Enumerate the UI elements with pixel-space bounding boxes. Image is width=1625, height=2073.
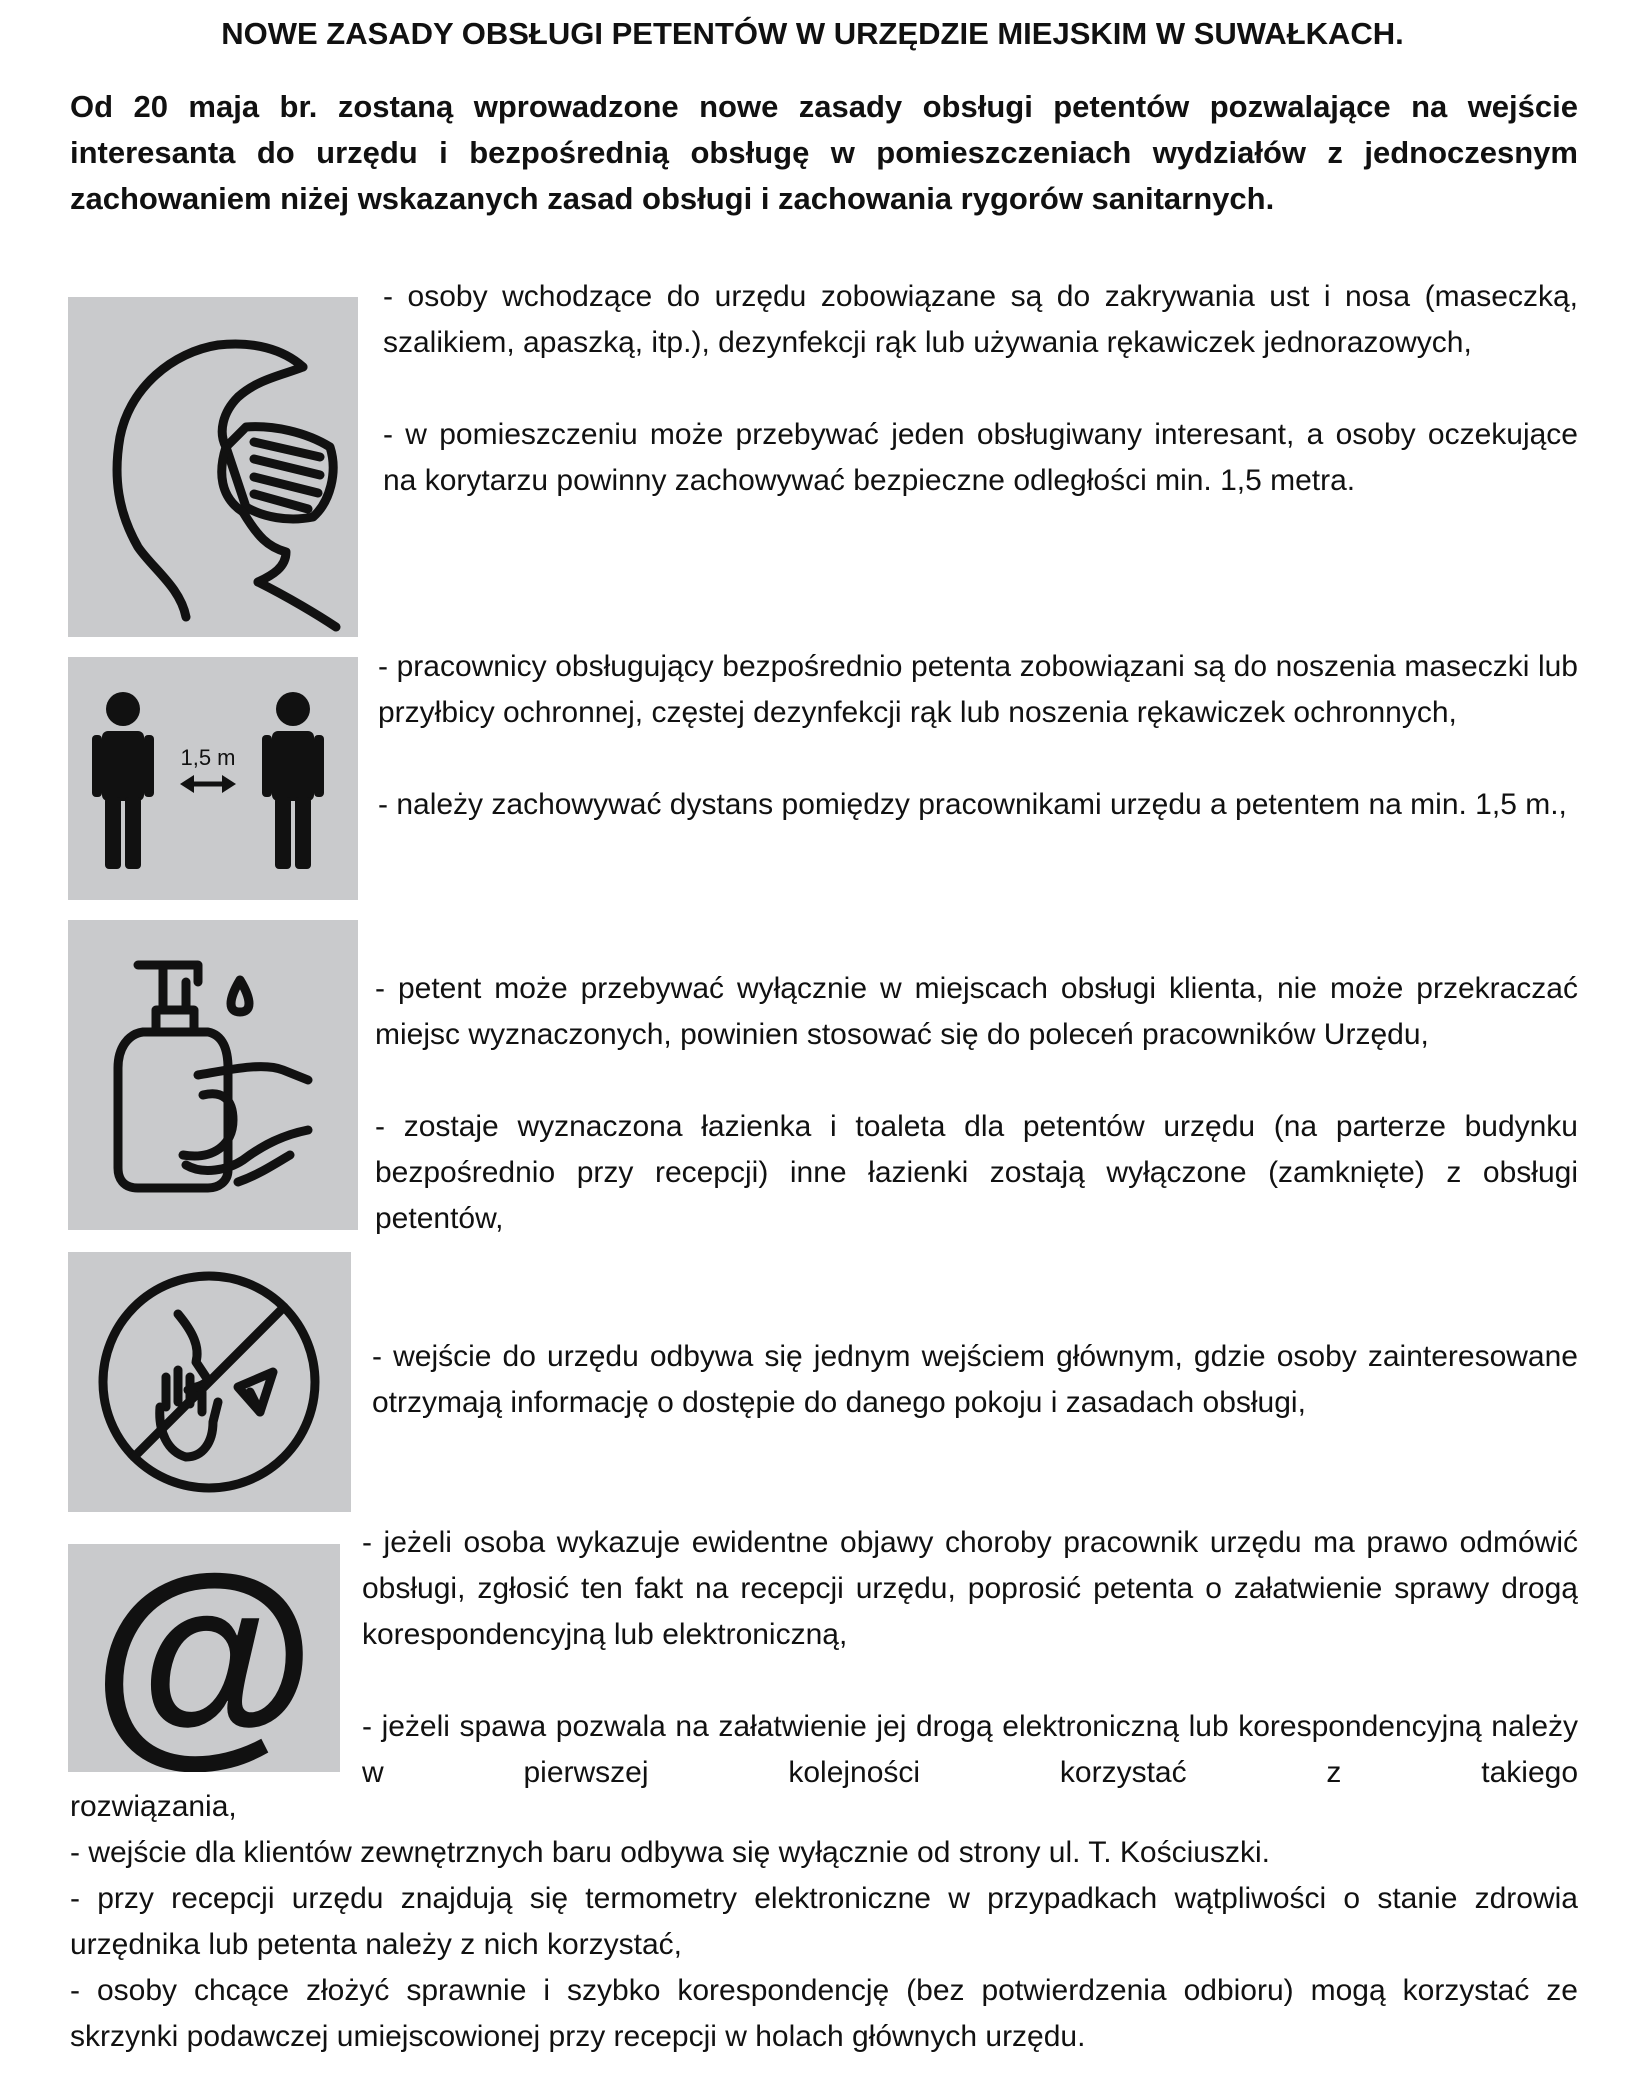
rule-item: - wejście dla klientów zewnętrznych baru odbywa się wyłącznie od strony ul. T. Kościuszki. [70,1836,1270,1869]
rules-block-5 [362,1520,1578,1796]
rule-item: - jeżeli spawa pozwala na załatwienie jej drogą elektroniczną lub korespondencyjną należy w pierwszej kolejności korzystać z takiego [362,1710,1578,1789]
page-title: NOWE ZASADY OBSŁUGI PETENTÓW W URZĘDZIE MIEJSKIM W SUWAŁKACH. [221,16,1404,51]
rule-item: - jeżeli osoba wykazuje ewidentne objawy choroby pracownik urzędu ma prawo odmówić obsługi, zgłosić ten fakt na recepcji urzędu, poprosić petenta o załatwienie sprawy drogą korespondencyjną lub elektroniczną, [362,1526,1578,1651]
rule-item: - petent może przebywać wyłącznie w miejscach obsługi klienta, nie może przekraczać miejsc wyznaczonych, powinien stosować się do poleceń pracowników Urzędu, [375,972,1578,1051]
rule-item: rozwiązania, [70,1790,237,1823]
rule-item: - pracownicy obsługujący bezpośrednio petenta zobowiązani są do noszenia maseczki lub przyłbicy ochronnej, częstej dezynfekcji rąk lub noszenia rękawiczek ochronnych, [378,650,1578,729]
rules-block-1 [383,274,1578,504]
at-sign-icon [68,1544,340,1772]
rules-block-4 [372,1334,1578,1426]
rule-item: - wejście do urzędu odbywa się jednym wejściem głównym, gdzie osoby zainteresowane otrzymają informację o dostępie do danego pokoju i zasadach obsługi, [372,1340,1578,1419]
face-mask-icon [68,297,358,637]
rules-block-2 [378,644,1578,828]
rule-item: - zostaje wyznaczona łazienka i toaleta dla petentów urzędu (na parterze budynku bezpośrednio przy recepcji) inne łazienki zostają wyłączone (zamknięte) z obsługi petentów, [375,1110,1578,1235]
rules-tail [70,1784,1578,2060]
hand-sanitizer-icon [68,920,358,1230]
distance-label: 1,5 m [180,745,236,770]
rule-item: - w pomieszczeniu może przebywać jeden obsługiwany interesant, a osoby oczekujące na korytarzu powinny zachowywać bezpieczne odległości min. 1,5 metra. [383,418,1578,497]
no-face-touching-icon [68,1252,351,1512]
social-distance-icon [68,657,358,900]
rule-item: - przy recepcji urzędu znajdują się termometry elektroniczne w przypadkach wątpliwości o stanie zdrowia urzędnika lub petenta należy z nich korzystać, [70,1882,1578,1961]
at-symbol: @ [91,1544,317,1772]
rule-item: - osoby chcące złożyć sprawnie i szybko korespondencję (bez potwierdzenia odbioru) mogą korzystać ze skrzynki podawczej umiejscowionej przy recepcji w holach głównych urzędu. [70,1974,1578,2053]
rule-item: - osoby wchodzące do urzędu zobowiązane są do zakrywania ust i nosa (maseczką, szalikiem, apaszką, itp.), dezynfekcji rąk lub używania rękawiczek jednorazowych, [383,280,1578,359]
rule-item: - należy zachowywać dystans pomiędzy pracownikami urzędu a petentem na min. 1,5 m., [378,788,1567,821]
rules-block-3 [375,966,1578,1242]
intro-paragraph: Od 20 maja br. zostaną wprowadzone nowe zasady obsługi petentów pozwalające na wejście interesanta do urzędu i bezpośrednią obsługę w pomieszczeniach wydziałów z jednoczesnym zachowaniem niżej wskazanych zasad obsługi i zachowania rygorów sanitarnych. [70,89,1578,216]
